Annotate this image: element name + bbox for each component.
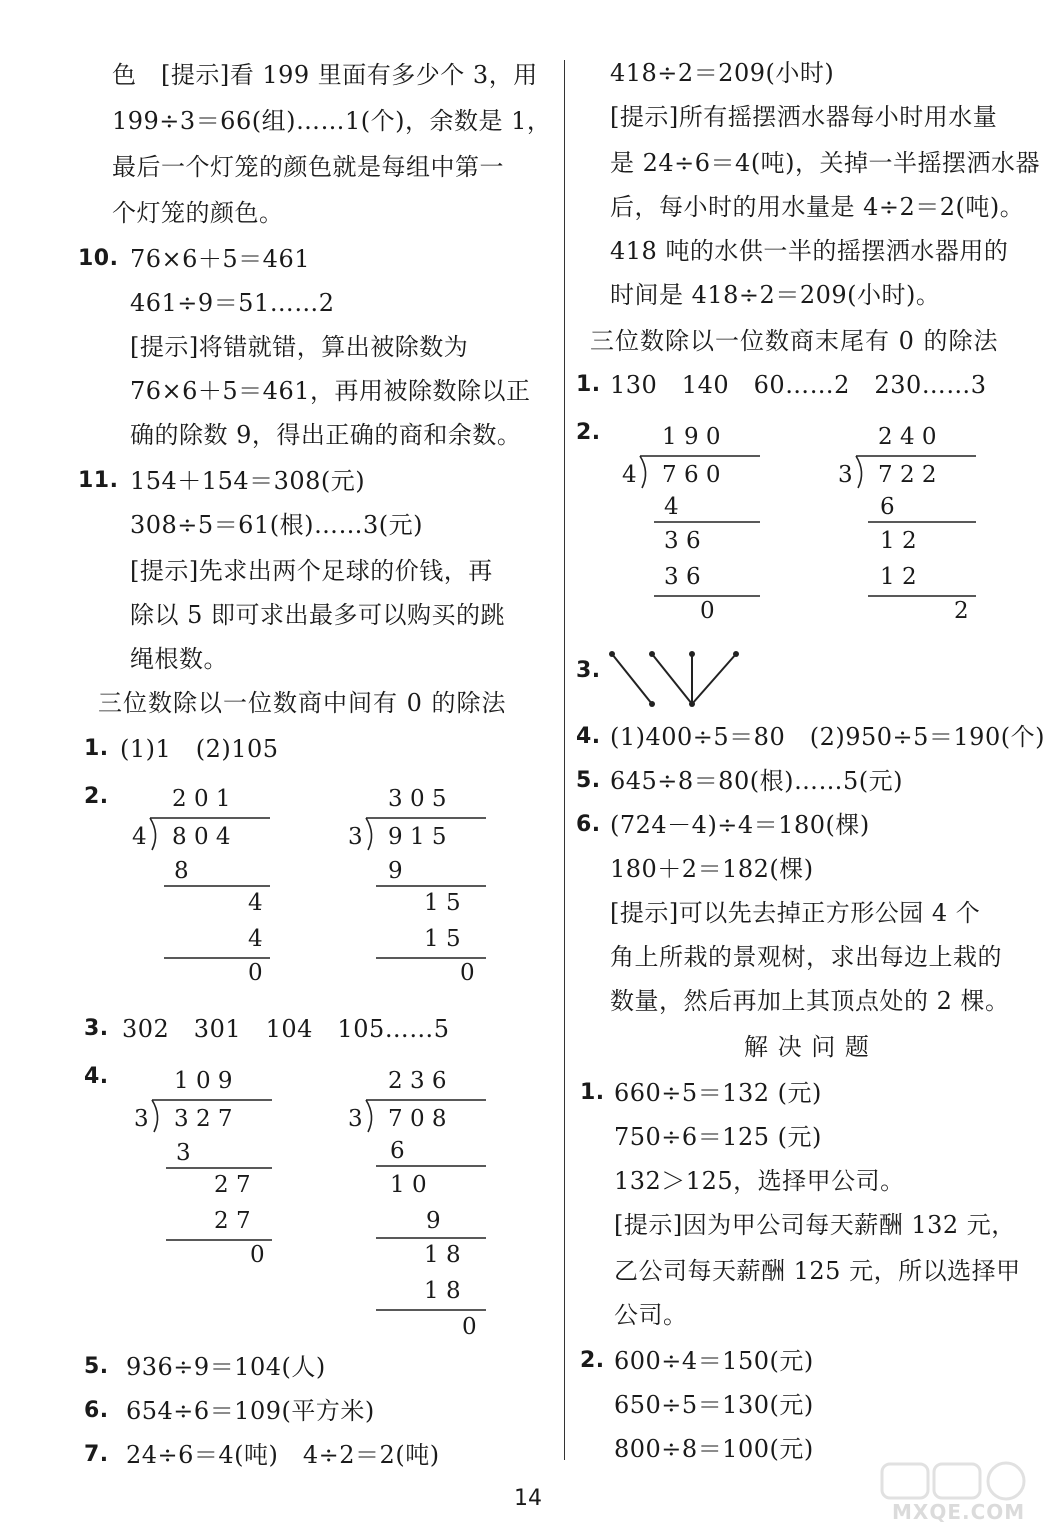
hint-line: 数量，然后再加上其顶点处的 2 棵。 xyxy=(610,987,1010,1015)
question-number: 4. xyxy=(576,724,601,749)
answer-line: 302 301 104 105……5 xyxy=(122,1015,450,1043)
answer-line: 750÷6＝125 (元) xyxy=(614,1123,822,1151)
step: 3 6 xyxy=(664,564,701,590)
answer-line: 132＞125，选择甲公司。 xyxy=(614,1167,905,1195)
long-division xyxy=(620,422,760,642)
hint-line: 76×6＋5＝461，再用被除数除以正 xyxy=(130,377,531,405)
question-number: 1. xyxy=(580,1080,605,1105)
answer-line: 936÷9＝104(人) xyxy=(126,1353,326,1381)
answer-line: 154＋154＝308(元) xyxy=(130,467,366,495)
remainder: 0 xyxy=(462,1314,477,1340)
divisor: 3 xyxy=(838,462,853,488)
matching-lines-diagram xyxy=(606,648,746,708)
hint-line: [提示]因为甲公司每天薪酬 132 元， xyxy=(614,1211,1016,1239)
section-heading: 三位数除以一位数商末尾有 0 的除法 xyxy=(590,327,999,355)
question-number: 6. xyxy=(576,812,601,837)
division-bracket xyxy=(132,1066,282,1266)
step: 1 8 xyxy=(424,1242,461,1268)
step: 3 6 xyxy=(664,528,701,554)
remainder: 0 xyxy=(700,598,715,624)
answer-line: 308÷5＝61(根)……3(元) xyxy=(130,511,423,539)
dividend: 8 0 4 xyxy=(172,824,231,850)
hint-line: 乙公司每天薪酬 125 元，所以选择甲 xyxy=(614,1257,1021,1285)
quotient: 2 0 1 xyxy=(172,786,231,812)
quotient: 1 0 9 xyxy=(174,1068,233,1094)
long-division xyxy=(346,784,486,1004)
text-line: 最后一个灯笼的颜色就是每组中第一 xyxy=(112,153,504,181)
division-bracket xyxy=(346,784,496,984)
quotient: 2 3 6 xyxy=(388,1068,447,1094)
answer-line: (1)400÷5＝80 (2)950÷5＝190(个) xyxy=(610,723,1045,751)
divisor: 3 xyxy=(134,1106,149,1132)
answer-line: 24÷6＝4(吨) 4÷2＝2(吨) xyxy=(126,1441,440,1469)
step: 3 xyxy=(176,1140,191,1166)
division-bracket xyxy=(620,422,770,622)
remainder: 0 xyxy=(460,960,475,986)
page-number: 14 xyxy=(514,1486,542,1511)
answer-line: 418÷2＝209(小时) xyxy=(610,59,835,87)
step: 4 xyxy=(664,494,679,520)
step: 1 8 xyxy=(424,1278,461,1304)
answer-line: 76×6＋5＝461 xyxy=(130,245,310,273)
question-number: 2. xyxy=(580,1348,605,1373)
quotient: 3 0 5 xyxy=(388,786,447,812)
answer-line: 660÷5＝132 (元) xyxy=(614,1079,822,1107)
section-heading: 解 决 问 题 xyxy=(744,1033,870,1061)
answer-line: 130 140 60……2 230……3 xyxy=(610,371,987,399)
watermark xyxy=(872,1460,1042,1530)
watermark-text: MXQE.COM xyxy=(892,1500,1026,1524)
divisor: 4 xyxy=(622,462,637,488)
question-number: 5. xyxy=(84,1354,109,1379)
remainder: 2 xyxy=(954,598,969,624)
hint-line: 除以 5 即可求出最多可以购买的跳 xyxy=(130,601,506,629)
hint-line: [提示]可以先去掉正方形公园 4 个 xyxy=(610,899,981,927)
question-number: 3. xyxy=(576,658,601,683)
step: 1 2 xyxy=(880,564,917,590)
text-line: 个灯笼的颜色。 xyxy=(112,199,284,227)
answer-line: 461÷9＝51……2 xyxy=(130,289,335,317)
text-line: 199÷3＝66(组)……1(个)，余数是 1， xyxy=(112,107,552,135)
long-division xyxy=(346,1066,486,1346)
text-line: 色 [提示]看 199 里面有多少个 3，用 xyxy=(112,61,538,89)
step: 4 xyxy=(248,926,263,952)
step: 1 2 xyxy=(880,528,917,554)
hint-line: [提示]将错就错，算出被除数为 xyxy=(130,333,469,361)
hint-line: 是 24÷6＝4(吨)，关掉一半摇摆洒水器 xyxy=(610,149,1041,177)
divisor: 4 xyxy=(132,824,147,850)
dividend: 7 6 0 xyxy=(662,462,721,488)
division-bracket xyxy=(836,422,986,622)
answer-line: 180＋2＝182(棵) xyxy=(610,855,814,883)
question-number: 4. xyxy=(84,1064,109,1089)
long-division xyxy=(132,1066,272,1286)
question-number: 3. xyxy=(84,1016,109,1041)
dividend: 9 1 5 xyxy=(388,824,447,850)
hint-line: 时间是 418÷2＝209(小时)。 xyxy=(610,281,941,309)
step: 4 xyxy=(248,890,263,916)
remainder: 0 xyxy=(248,960,263,986)
answer-line: 654÷6＝109(平方米) xyxy=(126,1397,375,1425)
step: 6 xyxy=(390,1138,405,1164)
answer-line: (724－4)÷4＝180(棵) xyxy=(610,811,870,839)
step: 2 7 xyxy=(214,1172,251,1198)
answer-line: (1)1 (2)105 xyxy=(120,735,279,763)
dividend: 7 0 8 xyxy=(388,1106,447,1132)
question-number: 2. xyxy=(576,420,601,445)
step: 8 xyxy=(174,858,189,884)
hint-line: 418 吨的水供一半的摇摆洒水器用的 xyxy=(610,237,1009,265)
section-heading: 三位数除以一位数商中间有 0 的除法 xyxy=(98,689,507,717)
step: 9 xyxy=(388,858,403,884)
column-divider xyxy=(564,60,565,1460)
question-number: 7. xyxy=(84,1442,109,1467)
hint-line: [提示]先求出两个足球的价钱，再 xyxy=(130,557,493,585)
quotient: 1 9 0 xyxy=(662,424,721,450)
hint-line: [提示]所有摇摆洒水器每小时用水量 xyxy=(610,103,998,131)
question-number: 1. xyxy=(84,736,109,761)
question-number: 11. xyxy=(78,468,119,493)
step: 1 0 xyxy=(390,1172,427,1198)
hint-line: 角上所栽的景观树，求出每边上栽的 xyxy=(610,943,1002,971)
question-number: 6. xyxy=(84,1398,109,1423)
long-division xyxy=(130,784,270,1004)
hint-line: 公司。 xyxy=(614,1301,688,1329)
hint-line: 绳根数。 xyxy=(130,645,228,673)
question-number: 1. xyxy=(576,372,601,397)
hint-line: 确的除数 9，得出正确的商和余数。 xyxy=(130,421,522,449)
hint-line: 后，每小时的用水量是 4÷2＝2(吨)。 xyxy=(610,193,1025,221)
step: 9 xyxy=(426,1208,441,1234)
step: 1 5 xyxy=(424,926,461,952)
remainder: 0 xyxy=(250,1242,265,1268)
answer-line: 600÷4＝150(元) xyxy=(614,1347,814,1375)
answer-line: 650÷5＝130(元) xyxy=(614,1391,814,1419)
watermark-logo xyxy=(872,1460,1042,1504)
divisor: 3 xyxy=(348,824,363,850)
step: 1 5 xyxy=(424,890,461,916)
dividend: 7 2 2 xyxy=(878,462,937,488)
quotient: 2 4 0 xyxy=(878,424,937,450)
question-number: 2. xyxy=(84,784,109,809)
divisor: 3 xyxy=(348,1106,363,1132)
long-division xyxy=(836,422,976,642)
answer-line: 645÷8＝80(根)……5(元) xyxy=(610,767,903,795)
question-number: 5. xyxy=(576,768,601,793)
step: 2 7 xyxy=(214,1208,251,1234)
question-number: 10. xyxy=(78,246,119,271)
step: 6 xyxy=(880,494,895,520)
dividend: 3 2 7 xyxy=(174,1106,233,1132)
answer-line: 800÷8＝100(元) xyxy=(614,1435,814,1463)
division-bracket xyxy=(130,784,280,984)
